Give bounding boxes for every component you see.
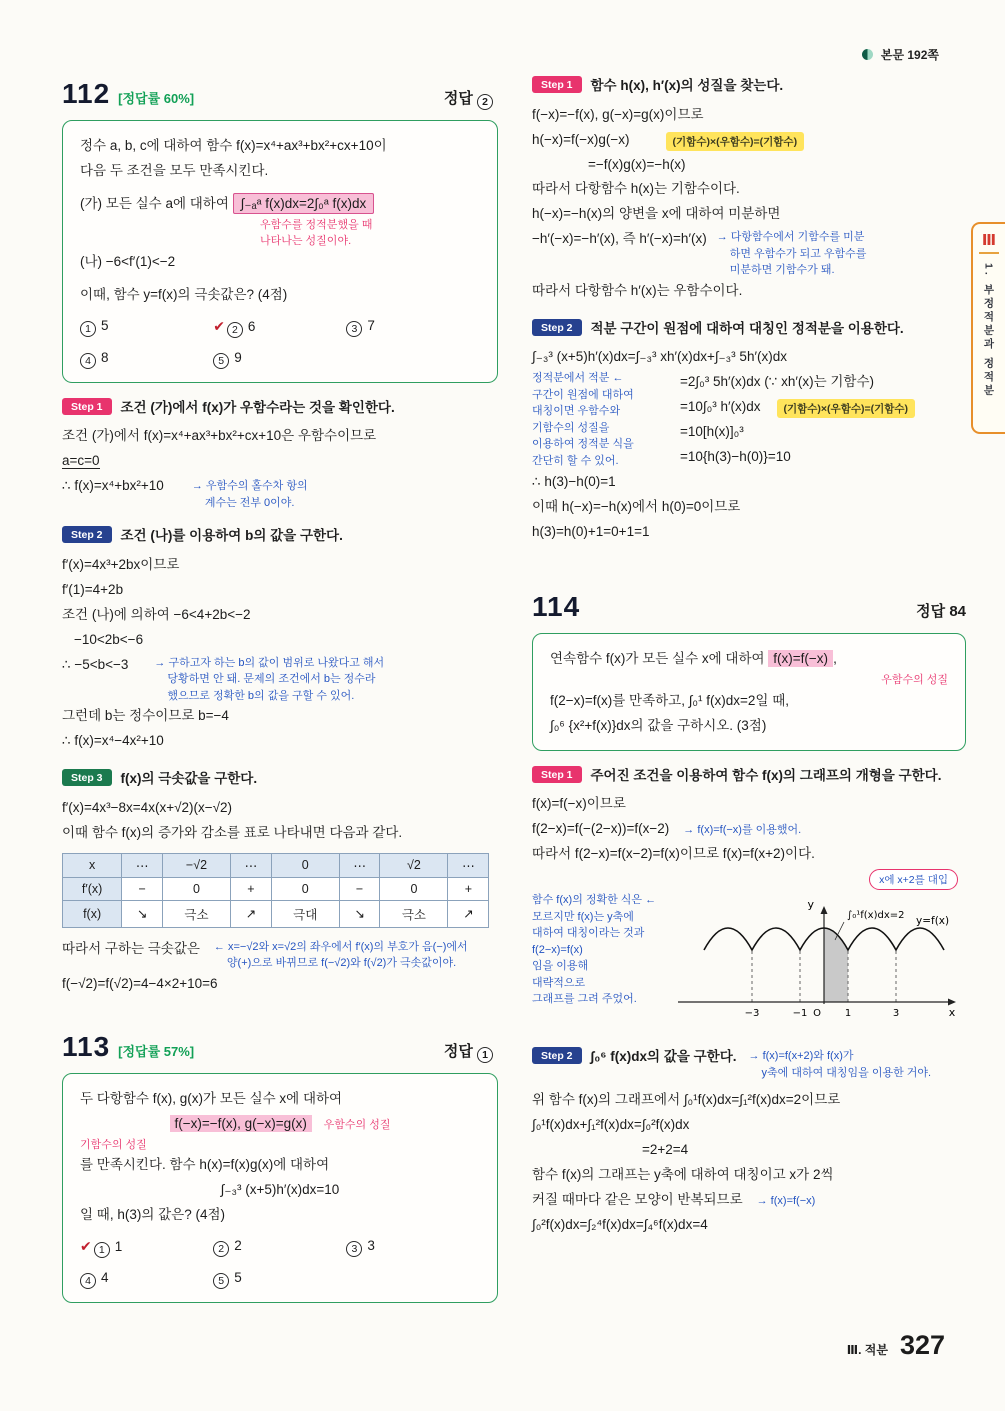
- answer-check-icon: ✔: [80, 1238, 92, 1255]
- graph-row: [532, 892, 966, 1032]
- table-cell: ↗: [230, 900, 271, 927]
- solution-line: 따라서 f(2−x)=f(x−2)=f(x)이므로 f(x)=f(x+2)이다.: [532, 846, 815, 862]
- step-badge: Step 2: [62, 526, 112, 543]
- step-title: f(x)의 극솟값을 구한다.: [120, 771, 258, 787]
- note-line: f(2−x)=f(x): [532, 943, 583, 956]
- choices-row-1: [80, 1232, 480, 1260]
- problem-number: 113: [62, 1030, 111, 1062]
- note-line: 하면 우함수가 되고 우함수를: [729, 247, 867, 260]
- step-2-header: [62, 526, 498, 546]
- side-note-blue: [717, 229, 867, 279]
- note-line: 함수 f(x)의 정확한 식은 ←: [532, 894, 657, 907]
- table-cell: 극대: [271, 900, 339, 927]
- answer-word: 정답: [443, 90, 473, 107]
- side-note-blue: [192, 478, 308, 511]
- note-line: y축에 대하여 대칭임을 이용한 거야.: [761, 1066, 932, 1079]
- solution-row: [62, 937, 498, 972]
- problem-112-header: [62, 78, 498, 110]
- choice-5: [213, 344, 346, 371]
- choices-row-2: [80, 1264, 480, 1291]
- choices-row-2: [80, 344, 480, 371]
- table-cell: √2: [380, 853, 448, 877]
- highlighted-formula: f(−x)=−f(x), g(−x)=g(x): [170, 1115, 312, 1132]
- choice-3: [346, 1232, 479, 1260]
- step-3-header: [62, 769, 498, 789]
- step-title: 적분 구간이 원점에 대하여 대칭인 정적분을 이용한다.: [590, 320, 904, 336]
- choice-value: 6: [247, 318, 256, 334]
- solution-line: 커질 때마다 같은 모양이 반복되므로: [532, 1191, 743, 1207]
- chapter-roman-numeral: Ⅲ: [979, 231, 999, 254]
- graph-side-note: [532, 892, 664, 1008]
- choice-3: [346, 312, 479, 340]
- integral-equation: =2∫₀³ 5h′(x)dx (∵ xh′(x)는 기함수): [680, 374, 875, 390]
- problem-112-box: [62, 120, 498, 383]
- solution-line: f′(x)=4x³+2bx이므로: [62, 556, 180, 572]
- answer-label: [916, 600, 966, 621]
- note-line: 모르지만 f(x)는 y축에: [532, 910, 634, 923]
- solution-line: 조건 (가)에서 f(x)=x⁴+ax³+bx²+cx+10은 우함수이므로: [62, 428, 377, 444]
- step-title: ∫₀⁶ f(x)dx의 값을 구한다.: [590, 1049, 737, 1065]
- solution-line: 위 함수 f(x)의 그래프에서 ∫₀¹f(x)dx=∫₁²f(x)dx=2이므로: [532, 1092, 841, 1108]
- solution-line: f(2−x)=f(−(2−x))=f(x−2): [532, 821, 670, 837]
- table-row: [63, 853, 489, 877]
- solution-line: h(−x)=f(−x)g(−x): [532, 131, 630, 147]
- answer-word: 정답: [443, 1042, 473, 1060]
- footer-chapter: Ⅲ. 적분: [846, 1343, 888, 1357]
- choice-value: 4: [101, 1270, 109, 1286]
- side-note-blue: → f(x)=f(−x)를 이용했어.: [683, 824, 802, 837]
- note-line: 당황하면 안 돼. 문제의 조건에서 b는 정수라: [167, 673, 376, 686]
- table-cell: 극소: [163, 900, 231, 927]
- choice-number: 1: [94, 1242, 110, 1258]
- tick-label: −3: [744, 1008, 760, 1020]
- table-cell: 0: [163, 877, 231, 900]
- solution-line: 조건 (나)에 의하여 −6<4+2b<−2: [62, 606, 251, 622]
- answer-check-icon: ✔: [213, 317, 225, 334]
- shaded-region: [824, 928, 848, 1002]
- table-cell: ⋯: [339, 853, 380, 877]
- correct-rate-badge: [정답률 57%]: [118, 1043, 195, 1059]
- choice-number: 2: [213, 1241, 229, 1257]
- area-label: ∫₀¹f(x)dx=2: [847, 910, 905, 922]
- choice-value: 5: [234, 1270, 242, 1286]
- solution-line: ∴ −5<b<−3: [62, 656, 129, 672]
- note-line: 그래프를 그려 주었어.: [532, 993, 637, 1006]
- sol113-step-2-header: [532, 319, 966, 339]
- page-reference-marker: [862, 46, 939, 63]
- page-marker-icon: [862, 49, 873, 60]
- step-badge: Step 3: [62, 769, 112, 786]
- answer-label: [444, 87, 498, 110]
- choice-2: [213, 1232, 346, 1260]
- choice-number: 2: [227, 322, 243, 338]
- solution-line: 따라서 다항함수 h(x)는 기함수이다.: [532, 181, 740, 197]
- table-cell: ⋯: [230, 853, 271, 877]
- tick-label: 1: [844, 1008, 852, 1020]
- note-line: 대략적으로: [532, 976, 586, 989]
- choice-value: 2: [234, 1238, 242, 1254]
- choice-number: 4: [80, 1273, 96, 1289]
- condition-ga-annotation: [260, 217, 480, 250]
- solution-line: 그런데 b는 정수이므로 b=−4: [62, 708, 229, 724]
- choice-4: [80, 344, 213, 371]
- note-line: 했으므로 정확한 b의 값을 구할 수 있어.: [167, 689, 355, 702]
- side-note-blue: [532, 370, 680, 469]
- table-row: [63, 900, 489, 927]
- side-note-blue: [154, 655, 384, 705]
- condition-na: (나) −6<f′(1)<−2: [80, 253, 176, 269]
- equation-row: [680, 395, 915, 420]
- annotation-line: 우함수를 정적분했을 때: [260, 218, 373, 231]
- problem-114-box: [532, 633, 966, 750]
- problem-statement: 정수 a, b, c에 대하여 함수 f(x)=x⁴+ax³+bx²+cx+10이: [80, 138, 387, 153]
- condition-ga-text: (가) 모든 실수 a에 대하여: [80, 195, 229, 211]
- choices-row-1: [80, 312, 480, 340]
- answer-choice-number: 2: [477, 94, 493, 110]
- choice-number: 3: [346, 1241, 362, 1257]
- note-line: 정적분에서 적분 ←: [532, 372, 624, 385]
- annotation-line: 나타나는 성질이야.: [260, 235, 352, 248]
- condition-ga-formula: ∫₋ₐᵃ f(x)dx=2∫₀ᵃ f(x)dx: [233, 193, 375, 214]
- choice-5: [213, 1264, 346, 1291]
- x-axis-arrow: [948, 999, 956, 1006]
- solution-line: −h′(−x)=−h′(x), 즉 h′(−x)=h′(x): [532, 231, 707, 247]
- answer-choice-number: 1: [477, 1047, 493, 1063]
- increase-decrease-table: [62, 853, 489, 928]
- solution-line: f(−√2)=f(√2)=4−4×2+10=6: [62, 975, 218, 991]
- solution-line: [62, 449, 498, 474]
- side-note-blue: → f(x)=f(−x): [756, 1194, 816, 1207]
- origin-label: O: [813, 1008, 821, 1020]
- tick-label: −1: [792, 1008, 808, 1020]
- problem-number: 114: [532, 591, 581, 623]
- choice-1: [80, 1232, 213, 1260]
- problem-number: 112: [62, 78, 111, 109]
- right-column: [532, 76, 966, 1303]
- even-function-note: 우함수의 성질: [323, 1118, 391, 1131]
- solution-line: −10<2b<−6: [74, 631, 144, 647]
- table-cell: +: [448, 877, 489, 900]
- note-line: 구간이 원점에 대하여: [532, 388, 634, 401]
- problem-statement: 를 만족시킨다. 함수 h(x)=f(x)g(x)에 대하여: [80, 1157, 330, 1173]
- statement-text: 연속함수 f(x)가 모든 실수 x에 대하여: [550, 651, 765, 667]
- odd-times-even-rule-box: (기함수)×(우함수)=(기함수): [666, 132, 805, 151]
- choice-number: 3: [346, 321, 362, 337]
- problem-113-header: [62, 1031, 498, 1063]
- solution-line: ∫₀¹f(x)dx+∫₁²f(x)dx=∫₀²f(x)dx: [532, 1117, 690, 1133]
- table-cell: x: [63, 853, 122, 877]
- table-cell: ↘: [339, 900, 380, 927]
- choice-number: 4: [80, 353, 96, 369]
- left-column: [62, 76, 498, 1303]
- even-function-note: 우함수의 성질: [881, 674, 948, 687]
- problem-statement: 두 다항함수 f(x), g(x)가 모든 실수 x에 대하여: [80, 1090, 343, 1106]
- footer-page-number: 327: [899, 1330, 945, 1360]
- choice-value: 9: [234, 349, 242, 365]
- choice-number: 1: [80, 321, 96, 337]
- problem-statement: [550, 647, 948, 672]
- choice-1: [80, 312, 213, 340]
- question-line: 일 때, h(3)의 값은? (4점): [80, 1207, 226, 1223]
- problem-113-box: [62, 1073, 498, 1303]
- choice-value: 7: [367, 317, 375, 333]
- correct-rate-badge: [정답률 60%]: [118, 91, 195, 106]
- step-badge: Step 2: [532, 319, 582, 336]
- choice-value: 5: [101, 317, 109, 333]
- note-line: 임을 이용해: [532, 960, 589, 973]
- y-axis-arrow: [821, 906, 828, 914]
- step-1-header: [62, 398, 498, 418]
- solution-line: f(−x)=−f(x), g(−x)=g(x)이므로: [532, 106, 704, 122]
- table-cell: 0: [380, 877, 448, 900]
- step-title: 주어진 조건을 이용하여 함수 f(x)의 그래프의 개형을 구한다.: [590, 767, 942, 783]
- choice-number: 5: [213, 353, 229, 369]
- chapter-side-tab: [971, 222, 1005, 434]
- step-badge: Step 1: [532, 766, 582, 783]
- step-badge: Step 2: [532, 1047, 582, 1064]
- note-line: → f(x)=f(x+2)와 f(x)가: [748, 1050, 854, 1063]
- step-title: 함수 h(x), h′(x)의 성질을 찾는다.: [590, 78, 784, 93]
- integral-equation: =10{h(3)−h(0)}=10: [680, 449, 791, 465]
- note-line: 대하여 대칭이라는 것과: [532, 927, 645, 940]
- page-reference-text: 본문 192쪽: [880, 48, 939, 62]
- condition-ga: [80, 192, 480, 217]
- table-cell: ⋯: [448, 853, 489, 877]
- table-cell: +: [230, 877, 271, 900]
- equation-stack: [680, 370, 915, 470]
- tick-label: 3: [892, 1008, 900, 1020]
- solution-line: =2+2=4: [642, 1142, 689, 1157]
- problem-statement: 다음 두 조건을 모두 만족시킨다.: [80, 162, 269, 178]
- odd-function-note: 기함수의 성질: [80, 1138, 147, 1151]
- integral-condition: ∫₋₃³ (x+5)h′(x)dx=10: [220, 1182, 340, 1198]
- equation-with-sidenote: [532, 370, 966, 470]
- choice-number: 5: [213, 1273, 229, 1289]
- choice-value: 3: [367, 1238, 375, 1254]
- underlined-formula: a=c=0: [62, 453, 100, 469]
- solution-row: [532, 817, 966, 842]
- solution-line: f(x)=f(−x)이므로: [532, 796, 626, 812]
- side-note-blue: [749, 1048, 932, 1081]
- solution-line: 따라서 다항함수 h′(x)는 우함수이다.: [532, 282, 743, 298]
- solution-line: f′(x)=4x³−8x=4x(x+√2)(x−√2): [62, 799, 233, 815]
- choice-value: 8: [101, 349, 109, 365]
- chapter-tab-label: 1. 부정적분과 정적분: [982, 263, 995, 398]
- table-row: [63, 877, 489, 900]
- integral-equation: =10∫₀³ h′(x)dx: [680, 399, 761, 415]
- solution-line: h(3)=h(0)+1=0+1=1: [532, 524, 650, 540]
- table-cell: ⋯: [122, 853, 163, 877]
- table-cell: f′(x): [63, 877, 122, 900]
- table-cell: 0: [271, 853, 339, 877]
- solution-row: [62, 653, 498, 705]
- table-cell: −√2: [163, 853, 231, 877]
- solution-line: =−f(x)g(x)=−h(x): [588, 156, 686, 172]
- answer-word: 정답: [916, 603, 946, 621]
- answer-value: 84: [949, 603, 966, 621]
- note-line: 미분하면 기함수가 돼.: [729, 264, 835, 277]
- note-line: ← x=−√2와 x=√2의 좌우에서 f′(x)의 부호가 음(−)에서: [213, 940, 468, 953]
- problem-statement: ∫₀⁶ {x²+f(x)}dx의 값을 구하시오. (3점): [550, 717, 767, 733]
- question-line: 이때, 함수 y=f(x)의 극솟값은? (4점): [80, 286, 288, 302]
- sol113-step-1-header: [532, 76, 966, 96]
- solution-row: [532, 227, 966, 279]
- highlighted-formula-row: [80, 1112, 480, 1137]
- problem-114-header: [532, 591, 966, 623]
- choice-2: [213, 312, 346, 340]
- note-line: 양(+)으로 바뀌므로 f(−√2)와 f(√2)가 극솟값이야.: [226, 957, 457, 970]
- solution-line: h(−x)=−h(x)의 양변을 x에 대하여 미분하면: [532, 206, 781, 222]
- table-cell: −: [339, 877, 380, 900]
- solution-line: 함수 f(x)의 그래프는 y축에 대하여 대칭이고 x가 2씩: [532, 1166, 834, 1182]
- table-cell: f(x): [63, 900, 122, 927]
- solution-line: f′(1)=4+2b: [62, 581, 124, 597]
- integral-equation: =10[h(x)]₀³: [680, 424, 744, 440]
- x-axis-label: x: [948, 1006, 956, 1020]
- step-2-header: [532, 1047, 966, 1081]
- step-badge: Step 1: [62, 398, 112, 415]
- note-line: → 우함수의 홀수차 항의: [191, 480, 308, 493]
- solution-line: 이때 함수 f(x)의 증가와 감소를 표로 나타내면 다음과 같다.: [62, 824, 403, 840]
- solution-line: ∴ f(x)=x⁴+bx²+10: [62, 478, 164, 494]
- table-cell: ↗: [448, 900, 489, 927]
- problem-statement: f(2−x)=f(x)를 만족하고, ∫₀¹ f(x)dx=2일 때,: [550, 692, 789, 708]
- step-title: 조건 (가)에서 f(x)가 우함수라는 것을 확인한다.: [120, 399, 395, 415]
- note-line: 기함수의 성질을: [532, 421, 610, 434]
- step-title: 조건 (나)를 이용하여 b의 값을 구한다.: [120, 528, 343, 544]
- table-cell: 0: [271, 877, 339, 900]
- statement-text: ,: [833, 651, 837, 667]
- y-axis-label: y: [807, 898, 814, 912]
- note-line: → 다항함수에서 기함수를 미분: [716, 231, 865, 244]
- answer-label: [444, 1040, 498, 1063]
- solution-row: [532, 128, 966, 153]
- function-graph: [664, 892, 964, 1032]
- choice-4: [80, 1264, 213, 1291]
- solution-line: ∫₀²f(x)dx=∫₂⁴f(x)dx=∫₄⁶f(x)dx=4: [532, 1216, 708, 1232]
- solution-row: [62, 474, 498, 511]
- solution-line: 따라서 구하는 극솟값은: [62, 940, 200, 956]
- note-line: 이용하여 정적분 식을: [532, 438, 634, 451]
- solution-line: ∴ f(x)=x⁴−4x²+10: [62, 733, 164, 749]
- integral-equation: ∫₋₃³ (x+5)h′(x)dx=∫₋₃³ xh′(x)dx+∫₋₃³ 5h′(x)dx: [532, 349, 787, 365]
- highlighted-formula: f(x)=f(−x): [768, 650, 833, 667]
- odd-times-even-rule-box: (기함수)×(우함수)=(기함수): [777, 399, 916, 418]
- substitute-bubble: x에 x+2를 대입: [869, 869, 958, 890]
- table-cell: ↘: [122, 900, 163, 927]
- note-line: 대칭이면 우함수와: [532, 405, 621, 418]
- side-note-blue: [214, 939, 468, 972]
- bubble-row: [532, 869, 958, 890]
- step-badge: Step 1: [532, 76, 582, 93]
- solution-line: 이때 h(−x)=−h(x)에서 h(0)=0이므로: [532, 499, 741, 515]
- solution-row: [532, 1188, 966, 1213]
- table-cell: 극소: [380, 900, 448, 927]
- step-1-header: [532, 766, 966, 786]
- note-line: → 구하고자 하는 b의 값이 범위로 나왔다고 해서: [154, 656, 385, 669]
- curve-label: y=f(x): [916, 915, 950, 928]
- solution-line: ∴ h(3)−h(0)=1: [532, 474, 616, 490]
- table-cell: −: [122, 877, 163, 900]
- note-line: 간단히 할 수 있어.: [532, 454, 619, 467]
- note-line: 계수는 전부 0이야.: [204, 496, 295, 509]
- choice-value: 1: [114, 1239, 123, 1255]
- page-footer: [847, 1330, 945, 1361]
